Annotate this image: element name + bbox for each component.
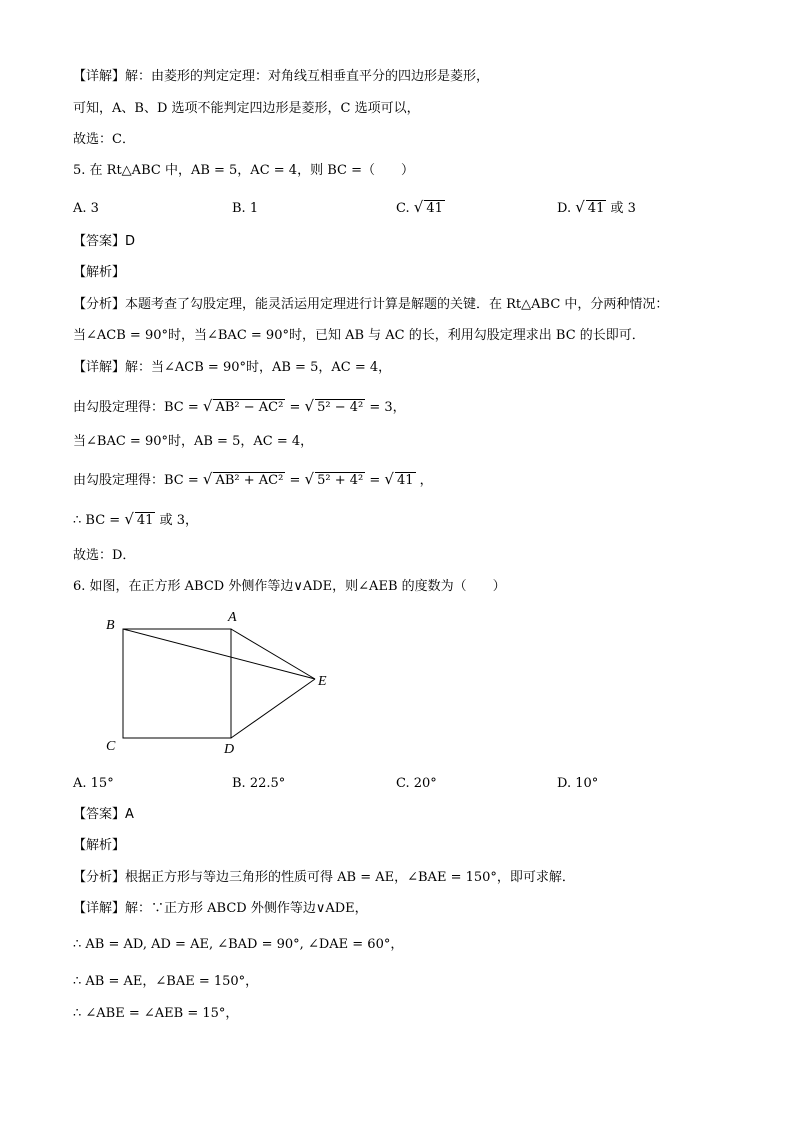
q5-analysis-1: 【分析】本题考查了勾股定理，能灵活运用定理进行计算是解题的关键．在 Rt△ABC 中，分两种情况： (73, 297, 669, 312)
segment-ae (231, 629, 315, 679)
sqrt-radicand: 41 (426, 201, 443, 216)
sqrt-radicand: 5² − 4² (317, 400, 364, 415)
detail-text: 或 3， (159, 513, 198, 528)
q5-detail-3: 当∠BAC = 90°时，AB = 5，AC = 4， (73, 434, 314, 449)
q5-option-d-suffix: 或 3 (610, 201, 636, 216)
detail-text: = 3， (369, 400, 406, 415)
geometry-figure (100, 605, 340, 765)
q6-answer: 【答案】A (73, 807, 134, 822)
line-3: 故选：C． (73, 132, 135, 147)
equals: = (289, 473, 301, 488)
segment-de (231, 679, 315, 738)
line-2: 可知，A、B、D 选项不能判定四边形是菱形，C 选项可以， (73, 101, 420, 116)
q5-answer: 【答案】D (73, 234, 136, 249)
q6-option-b: B. 22.5° (232, 776, 286, 791)
label-b: B (106, 618, 115, 633)
q5-analysis-2: 当∠ACB = 90°时，当∠BAC = 90°时，已知 AB 与 AC 的长，利用勾股定理求出 BC 的长即可． (73, 328, 645, 343)
label-c: C (106, 739, 116, 754)
sqrt-radicand: AB² − AC² (215, 400, 284, 415)
q5-option-c (396, 198, 445, 218)
q6-detail-4: ∴ ∠ABE = ∠AEB = 15°， (73, 1006, 239, 1021)
square-abcd (123, 629, 231, 738)
q6-stem: 6. 如图，在正方形 ABCD 外侧作等边∨ADE，则∠AEB 的度数为（ ） (73, 579, 506, 594)
sqrt-radicand: 5² + 4² (317, 473, 364, 488)
sqrt-sign: √ (202, 397, 213, 415)
label-a: A (228, 610, 237, 625)
label-d: D (224, 742, 235, 757)
sqrt-sign: √ (304, 470, 315, 488)
sqrt-sign: √ (413, 198, 424, 216)
q6-analysis-head: 【解析】 (73, 838, 126, 853)
q6-detail-3: ∴ AB = AE，∠BAE = 150°， (73, 974, 259, 989)
sqrt-sign: √ (384, 470, 394, 488)
q5-option-d-prefix: D. (557, 201, 572, 216)
q6-analysis: 【分析】根据正方形与等边三角形的性质可得 AB = AE，∠BAE = 150°，即可求解． (73, 870, 575, 885)
detail-text: ∴ BC = (73, 513, 121, 528)
q6-option-d: D. 10° (557, 776, 599, 791)
detail-text: 由勾股定理得：BC = (73, 400, 199, 415)
sqrt-radicand: AB² + AC² (215, 473, 284, 488)
q5-option-d (557, 198, 636, 218)
q5-option-b: B. 1 (232, 201, 259, 216)
q6-detail-1: 【详解】解：∵正方形 ABCD 外侧作等边∨ADE， (73, 901, 368, 916)
q5-option-a: A. 3 (73, 201, 99, 216)
sqrt-sign: √ (202, 470, 213, 488)
line-1: 【详解】解：由菱形的判定定理：对角线互相垂直平分的四边形是菱形， (73, 69, 490, 84)
q5-detail-2 (73, 397, 406, 417)
equals: = (289, 400, 301, 415)
sqrt-sign: √ (575, 198, 585, 216)
sqrt-radicand: 41 (587, 201, 605, 216)
q6-option-a: A. 15° (73, 776, 114, 791)
sqrt-sign: √ (124, 510, 134, 528)
q6-option-c: C. 20° (396, 776, 437, 791)
equals: = (369, 473, 381, 488)
segment-be (123, 629, 315, 679)
sqrt-radicand: 41 (396, 473, 414, 488)
label-e: E (318, 674, 327, 689)
q5-analysis-head: 【解析】 (73, 265, 126, 280)
detail-text: 由勾股定理得：BC = (73, 473, 199, 488)
q5-option-c-prefix: C. (396, 201, 410, 216)
detail-text: ， (419, 473, 433, 488)
q5-choose: 故选：D． (73, 548, 136, 563)
q5-detail-1: 【详解】解：当∠ACB = 90°时，AB = 5，AC = 4， (73, 360, 392, 375)
q6-detail-2: ∴ AB = AD, AD = AE, ∠BAD = 90°, ∠DAE = 60°， (73, 937, 404, 952)
q5-conclusion (73, 510, 198, 530)
sqrt-radicand: 41 (136, 513, 154, 528)
q5-stem: 5. 在 Rt△ABC 中，AB = 5，AC = 4，则 BC =（ ） (73, 163, 414, 178)
sqrt-sign: √ (304, 397, 315, 415)
q5-detail-4 (73, 470, 433, 490)
